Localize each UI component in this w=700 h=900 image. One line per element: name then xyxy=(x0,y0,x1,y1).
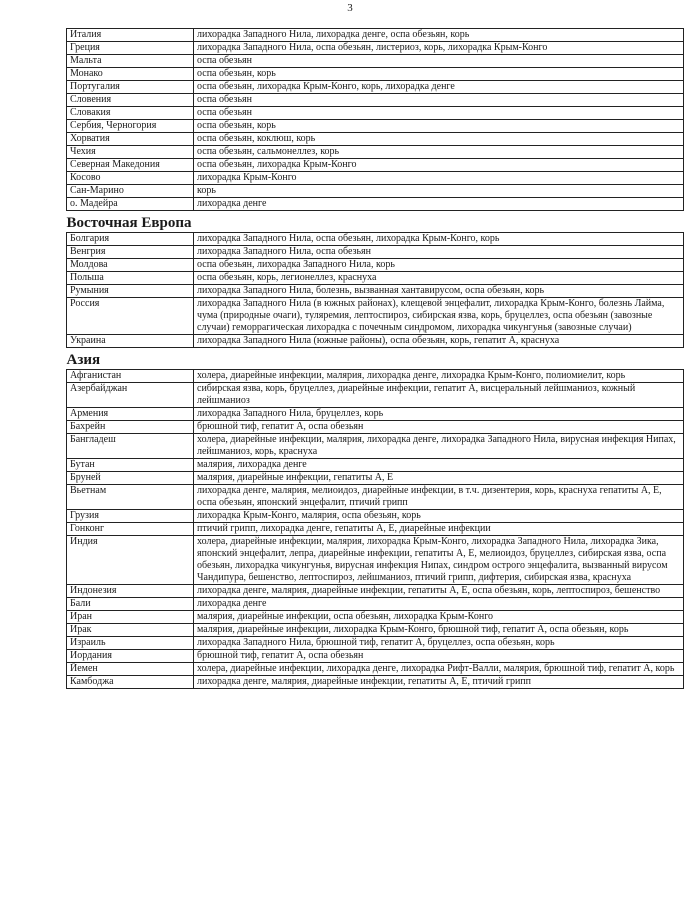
country-cell: о. Мадейра xyxy=(67,198,194,211)
table-row xyxy=(67,408,684,421)
table-row xyxy=(67,172,684,185)
diseases-cell: оспа обезьян xyxy=(194,107,684,120)
table-row xyxy=(67,676,684,689)
document-body xyxy=(66,28,684,689)
table-row xyxy=(67,611,684,624)
diseases-cell: холера, диарейные инфекции, малярия, лихорадка Крым-Конго, лихорадка Западного Нила, лихорадка Зика, японский энцефалит, лепра, диарейные инфекции, гепатиты А, Е, мелиоидоз, бруцеллез, сибирская язва, оспа обезьян, лихорадка чикунгунья, вирусная инфекция Нипах, синдром острого энцефалита, вызванный вирусом Чандипура, бешенство, лептоспироз, лейшманиоз, птичий грипп, дифтерия, сибирская язва, краснуха xyxy=(194,536,684,585)
country-cell: Мальта xyxy=(67,55,194,68)
diseases-cell: лихорадка Западного Нила, болезнь, вызванная хантавирусом, оспа обезьян, корь xyxy=(194,285,684,298)
diseases-cell: брюшной тиф, гепатит А, оспа обезьян xyxy=(194,650,684,663)
country-cell: Польша xyxy=(67,272,194,285)
country-cell: Косово xyxy=(67,172,194,185)
diseases-cell: холера, диарейные инфекции, малярия, лихорадка денге, лихорадка Западного Нила, вирусная инфекция Нипах, лейшманиоз, корь, краснуха xyxy=(194,434,684,459)
country-cell: Индонезия xyxy=(67,585,194,598)
table-row xyxy=(67,585,684,598)
country-cell: Сан-Марино xyxy=(67,185,194,198)
section-title: Восточная Европа xyxy=(66,215,192,231)
table-row xyxy=(67,81,684,94)
diseases-cell: лихорадка денге, малярия, диарейные инфекции, гепатиты А, Е, оспа обезьян, корь, лептоспироз, бешенство xyxy=(194,585,684,598)
diseases-cell: лихорадка денге xyxy=(194,598,684,611)
country-cell: Чехия xyxy=(67,146,194,159)
diseases-cell: брюшной тиф, гепатит А, оспа обезьян xyxy=(194,421,684,434)
diseases-cell: лихорадка Западного Нила, оспа обезьян, лихорадка Крым-Конго, корь xyxy=(194,233,684,246)
country-cell: Хорватия xyxy=(67,133,194,146)
diseases-cell: малярия, диарейные инфекции, лихорадка Крым-Конго, брюшной тиф, гепатит А, оспа обезьян, корь xyxy=(194,624,684,637)
diseases-cell: оспа обезьян, корь xyxy=(194,68,684,81)
diseases-cell: лихорадка Крым-Конго, малярия, оспа обезьян, корь xyxy=(194,510,684,523)
country-cell: Северная Македония xyxy=(67,159,194,172)
country-cell: Вьетнам xyxy=(67,485,194,510)
country-cell: Румыния xyxy=(67,285,194,298)
diseases-cell: холера, диарейные инфекции, лихорадка денге, лихорадка Рифт-Валли, малярия, брюшной тиф, гепатит А, корь xyxy=(194,663,684,676)
diseases-cell: лихорадка Западного Нила, брюшной тиф, гепатит А, бруцеллез, оспа обезьян, корь xyxy=(194,637,684,650)
table-row xyxy=(67,459,684,472)
table-row xyxy=(67,335,684,348)
diseases-cell: сибирская язва, корь, бруцеллез, диарейные инфекции, гепатит А, висцеральный лейшманиоз, кожный лейшманиоз xyxy=(194,383,684,408)
diseases-cell: оспа обезьян, сальмонеллез, корь xyxy=(194,146,684,159)
diseases-cell: лихорадка денге xyxy=(194,198,684,211)
diseases-cell: оспа обезьян, корь, легионеллез, краснуха xyxy=(194,272,684,285)
diseases-cell: холера, диарейные инфекции, малярия, лихорадка денге, лихорадка Крым-Конго, полиомиелит, корь xyxy=(194,370,684,383)
country-cell: Словения xyxy=(67,94,194,107)
table-row xyxy=(67,55,684,68)
country-cell: Йемен xyxy=(67,663,194,676)
table-row xyxy=(67,133,684,146)
country-cell: Иордания xyxy=(67,650,194,663)
country-cell: Бутан xyxy=(67,459,194,472)
country-cell: Сербия, Черногория xyxy=(67,120,194,133)
table-row xyxy=(67,637,684,650)
country-cell: Греция xyxy=(67,42,194,55)
diseases-cell: лихорадка Западного Нила (в южных районах), клещевой энцефалит, лихорадка Крым-Конго, болезнь Лайма, чума (природные очаги), туляремия, лептоспироз, сибирская язва, корь, бруцеллез, оспа обезьян (завозные случаи) геморрагическая лихорадка с почечным синдромом, лихорадка чикунгунья (завозные случаи) xyxy=(194,298,684,335)
country-cell: Молдова xyxy=(67,259,194,272)
table-row xyxy=(67,370,684,383)
table-row xyxy=(67,421,684,434)
country-cell: Бруней xyxy=(67,472,194,485)
section-header-row xyxy=(67,348,684,370)
country-cell: Ирак xyxy=(67,624,194,637)
country-cell: Португалия xyxy=(67,81,194,94)
page-number: 3 xyxy=(347,2,353,14)
diseases-cell: лихорадка Крым-Конго xyxy=(194,172,684,185)
table-row xyxy=(67,233,684,246)
table-row xyxy=(67,159,684,172)
diseases-cell: лихорадка денге, малярия, мелиоидоз, диарейные инфекции, в т.ч. дизентерия, корь, краснуха гепатиты А, Е, оспа обезьян, японский энцефалит, птичий грипп xyxy=(194,485,684,510)
table-row xyxy=(67,485,684,510)
table-row xyxy=(67,523,684,536)
table-row xyxy=(67,598,684,611)
diseases-cell: лихорадка Западного Нила, оспа обезьян xyxy=(194,246,684,259)
country-cell: Украина xyxy=(67,335,194,348)
country-cell: Венгрия xyxy=(67,246,194,259)
table-row xyxy=(67,198,684,211)
diseases-cell: лихорадка Западного Нила, бруцеллез, корь xyxy=(194,408,684,421)
table-row xyxy=(67,107,684,120)
diseases-cell: птичий грипп, лихорадка денге, гепатиты А, Е, диарейные инфекции xyxy=(194,523,684,536)
country-cell: Иран xyxy=(67,611,194,624)
section-title: Азия xyxy=(66,352,101,368)
diseases-cell: лихорадка денге, малярия, диарейные инфекции, гепатиты А, Е, птичий грипп xyxy=(194,676,684,689)
table-row xyxy=(67,650,684,663)
diseases-cell: малярия, диарейные инфекции, гепатиты А, Е xyxy=(194,472,684,485)
table-row xyxy=(67,120,684,133)
table-row xyxy=(67,663,684,676)
table-row xyxy=(67,185,684,198)
table-row xyxy=(67,246,684,259)
diseases-cell: оспа обезьян, коклюш, корь xyxy=(194,133,684,146)
diseases-cell: малярия, лихорадка денге xyxy=(194,459,684,472)
country-cell: Азербайджан xyxy=(67,383,194,408)
table-row xyxy=(67,68,684,81)
country-cell: Армения xyxy=(67,408,194,421)
diseases-cell: лихорадка Западного Нила, лихорадка денге, оспа обезьян, корь xyxy=(194,29,684,42)
section-header-row xyxy=(67,211,684,233)
table-row xyxy=(67,285,684,298)
country-cell: Италия xyxy=(67,29,194,42)
table-row xyxy=(67,298,684,335)
country-cell: Израиль xyxy=(67,637,194,650)
country-cell: Бали xyxy=(67,598,194,611)
country-cell: Камбоджа xyxy=(67,676,194,689)
diseases-cell: лихорадка Западного Нила, оспа обезьян, листериоз, корь, лихорадка Крым-Конго xyxy=(194,42,684,55)
country-cell: Болгария xyxy=(67,233,194,246)
diseases-cell: оспа обезьян xyxy=(194,55,684,68)
table-row xyxy=(67,259,684,272)
diseases-cell: оспа обезьян, лихорадка Западного Нила, корь xyxy=(194,259,684,272)
country-cell: Бангладеш xyxy=(67,434,194,459)
country-cell: Грузия xyxy=(67,510,194,523)
table-row xyxy=(67,94,684,107)
table-row xyxy=(67,29,684,42)
table-row xyxy=(67,146,684,159)
table-row xyxy=(67,536,684,585)
country-cell: Словакия xyxy=(67,107,194,120)
diseases-cell: малярия, диарейные инфекции, оспа обезьян, лихорадка Крым-Конго xyxy=(194,611,684,624)
diseases-cell: лихорадка Западного Нила (южные районы), оспа обезьян, корь, гепатит А, краснуха xyxy=(194,335,684,348)
diseases-cell: оспа обезьян xyxy=(194,94,684,107)
country-cell: Гонконг xyxy=(67,523,194,536)
diseases-cell: оспа обезьян, корь xyxy=(194,120,684,133)
table-row xyxy=(67,472,684,485)
country-cell: Афганистан xyxy=(67,370,194,383)
table-row xyxy=(67,272,684,285)
diseases-cell: корь xyxy=(194,185,684,198)
country-cell: Монако xyxy=(67,68,194,81)
country-cell: Россия xyxy=(67,298,194,335)
table-row xyxy=(67,383,684,408)
table-row xyxy=(67,434,684,459)
table-row xyxy=(67,42,684,55)
table-body xyxy=(67,29,684,689)
diseases-cell: оспа обезьян, лихорадка Крым-Конго xyxy=(194,159,684,172)
country-cell: Бахрейн xyxy=(67,421,194,434)
country-cell: Индия xyxy=(67,536,194,585)
disease-table xyxy=(66,28,684,689)
table-row xyxy=(67,510,684,523)
table-row xyxy=(67,624,684,637)
diseases-cell: оспа обезьян, лихорадка Крым-Конго, корь, лихорадка денге xyxy=(194,81,684,94)
